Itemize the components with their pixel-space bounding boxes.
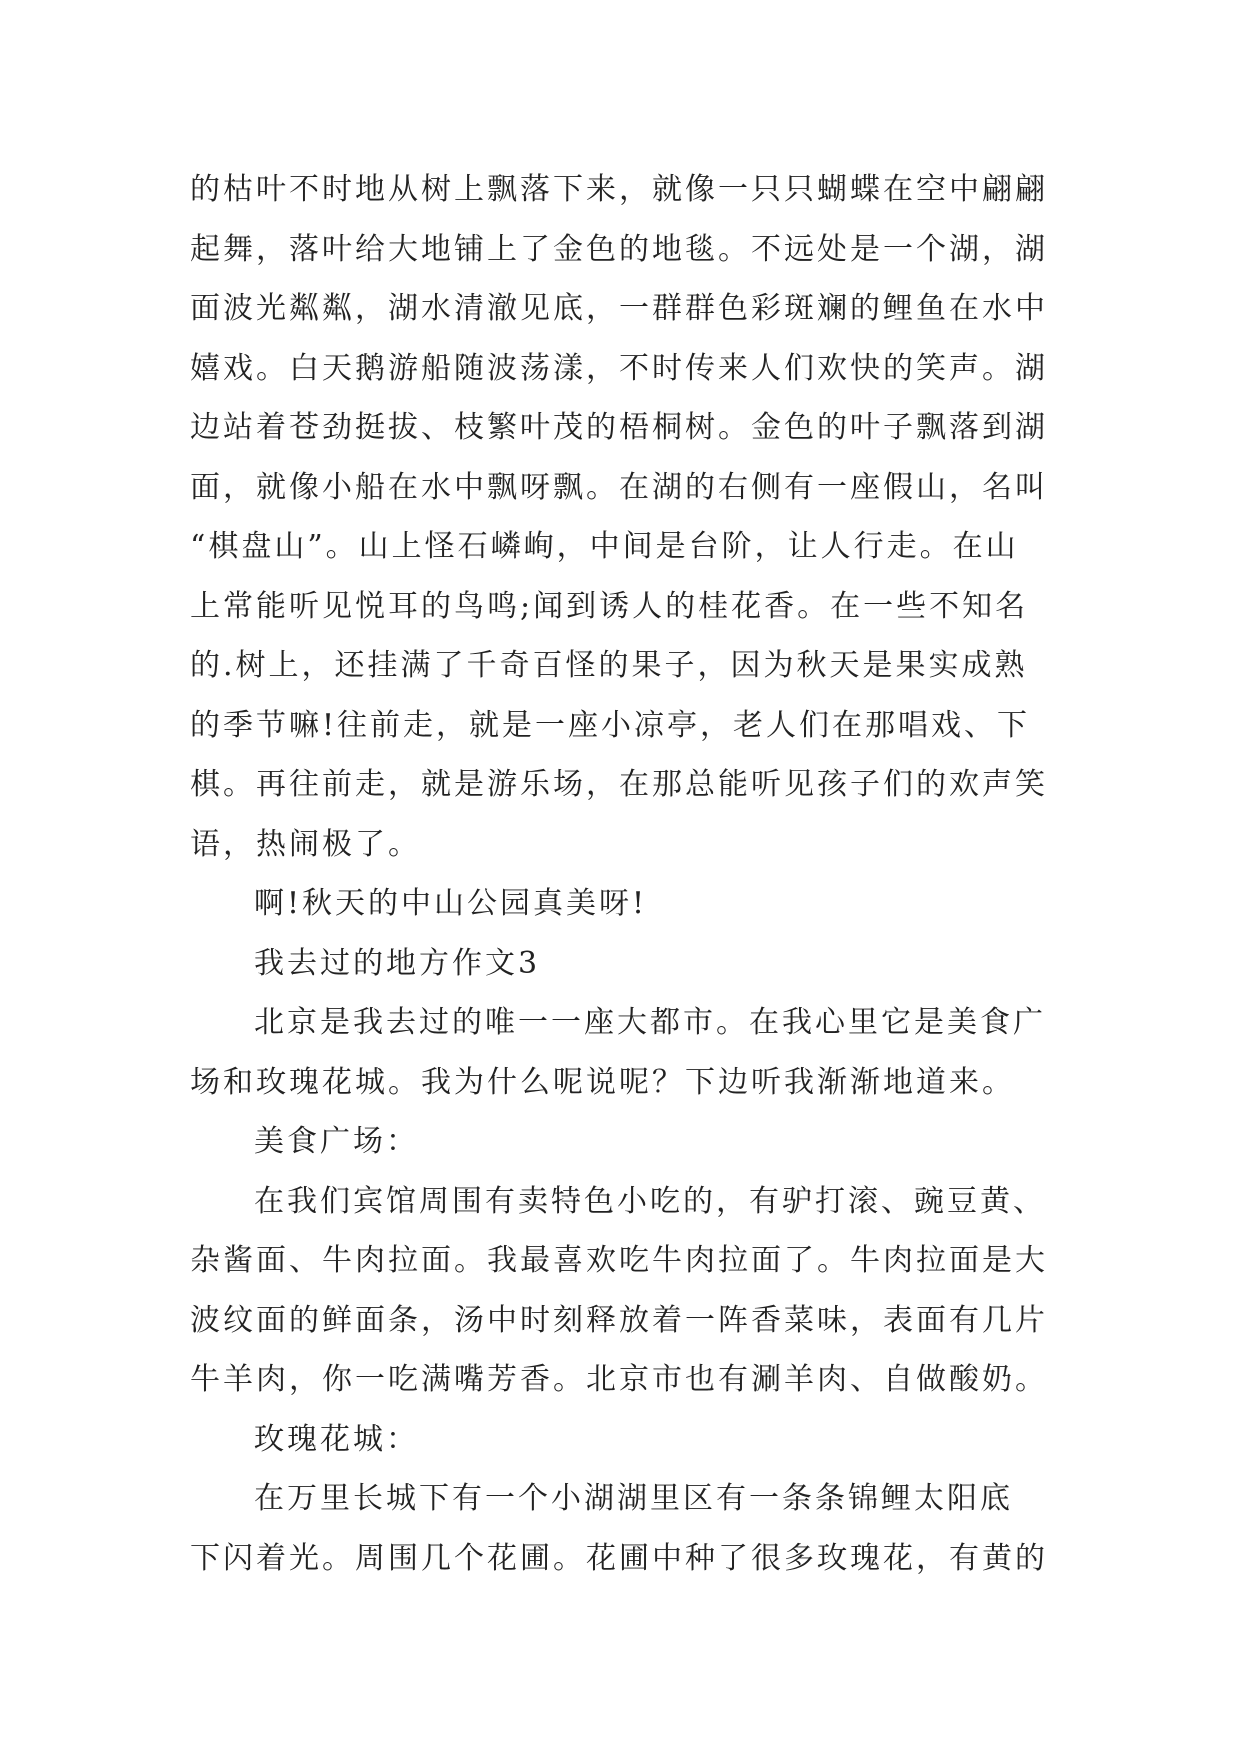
text-line: 啊!秋天的中山公园真美呀! xyxy=(254,886,648,921)
text-line: 波纹面的鲜面条，汤中时刻释放着一阵香菜味，表面有几片 xyxy=(190,1302,1048,1338)
text-line: 北京是我去过的唯一一座大都市。在我心里它是美食广 xyxy=(254,1005,1046,1040)
text-line: 起舞，落叶给大地铺上了金色的地毯。不远处是一个湖，湖 xyxy=(190,231,1048,267)
text-line: 棋。再往前走，就是游乐场，在那总能听见孩子们的欢声笑 xyxy=(190,767,1048,802)
text-line: 的.树上，还挂满了千奇百怪的果子，因为秋天是果实成熟 xyxy=(190,648,1028,683)
text-line: “棋盘山”。山上怪石嶙峋，中间是台阶，让人行走。在山 xyxy=(190,529,1019,564)
text-line: 牛羊肉，你一吃满嘴芳香。北京市也有涮羊肉、自做酸奶。 xyxy=(190,1362,1048,1397)
section-heading: 我去过的地方作文3 xyxy=(254,945,541,981)
text-line: 场和玫瑰花城。我为什么呢说呢？下边听我渐渐地道来。 xyxy=(190,1064,1015,1100)
text-line: 语，热闹极了。 xyxy=(190,826,421,862)
text-line: 在万里长城下有一个小湖湖里区有一条条锦鲤太阳底 xyxy=(254,1481,1013,1516)
subheading: 玫瑰花城： xyxy=(254,1421,419,1457)
text-line: 在我们宾馆周围有卖特色小吃的，有驴打滚、豌豆黄、 xyxy=(254,1183,1046,1219)
text-line: 嬉戏。白天鹅游船随波荡漾，不时传来人们欢快的笑声。湖 xyxy=(190,350,1048,386)
text-line: 上常能听见悦耳的鸟鸣;闻到诱人的桂花香。在一些不知名 xyxy=(190,588,1029,624)
text-line: 面波光粼粼，湖水清澈见底，一群群色彩斑斓的鲤鱼在水中 xyxy=(190,291,1048,326)
body-text xyxy=(190,160,1060,1588)
text-line: 面，就像小船在水中飘呀飘。在湖的右侧有一座假山，名叫 xyxy=(190,469,1048,505)
subheading: 美食广场： xyxy=(254,1124,419,1159)
text-line: 杂酱面、牛肉拉面。我最喜欢吃牛肉拉面了。牛肉拉面是大 xyxy=(190,1243,1048,1278)
text-line: 的季节嘛!往前走，就是一座小凉亭，老人们在那唱戏、下 xyxy=(190,707,1031,743)
text-line: 边站着苍劲挺拔、枝繁叶茂的梧桐树。金色的叶子飘落到湖 xyxy=(190,410,1048,445)
text-line: 的枯叶不时地从树上飘落下来，就像一只只蝴蝶在空中翩翩 xyxy=(190,172,1048,207)
text-line: 下闪着光。周围几个花圃。花圃中种了很多玫瑰花，有黄的 xyxy=(190,1540,1048,1576)
